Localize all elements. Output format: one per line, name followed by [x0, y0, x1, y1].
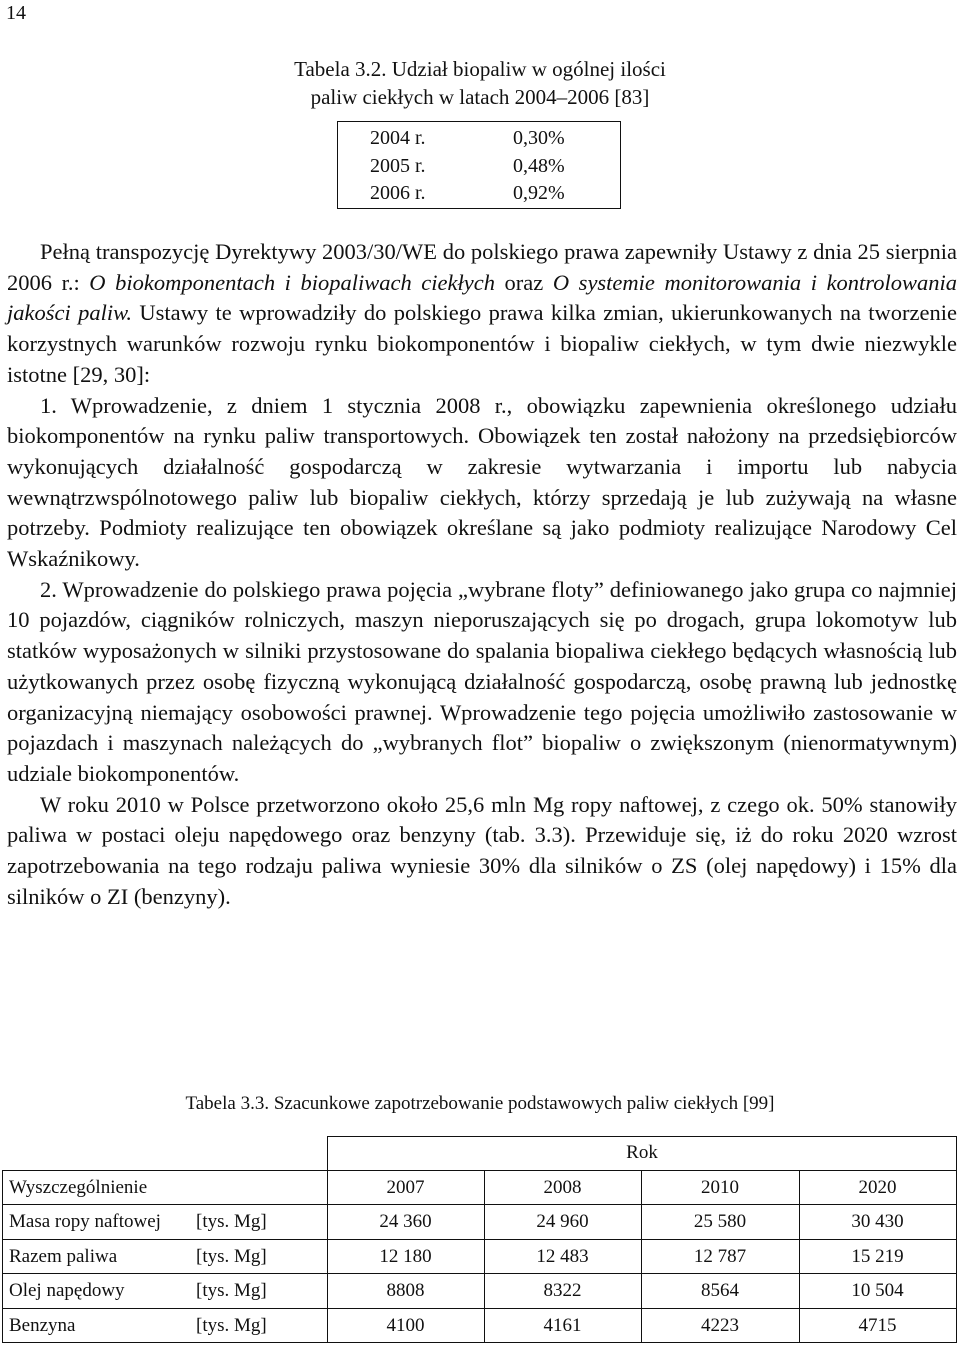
table-cell: 24 960	[536, 1211, 589, 1232]
paragraph-transposition	[7, 237, 957, 391]
table-cell: 4715	[858, 1315, 897, 1336]
table-cell: 12 483	[536, 1246, 589, 1267]
table-border	[2, 1170, 3, 1343]
year-header: 2007	[386, 1177, 425, 1198]
year-header: 2008	[543, 1177, 582, 1198]
row-name: Olej napędowy	[9, 1280, 125, 1301]
page-number: 14	[6, 2, 26, 24]
table-cell: 24 360	[379, 1211, 432, 1232]
table-cell: 4223	[701, 1315, 739, 1336]
row-header: Wyszczególnienie	[9, 1177, 148, 1198]
paragraph-point-2: 2. Wprowadzenie do polskiego prawa pojęcia „wybrane floty” definiowanego jako grupa co najmniej 10 pojazdów, ciągników rolniczych, maszyn nieporuszających się po drogach, grupa lokomotyw lub statków wyposażonych w silniki przystosowane do spalania biopaliwa ciekłego będących własnością lub użytkowanych przez osobę fizyczną wykonującą działalność gospodarczą, osobę prawną lub jednostkę organizacyjną niemający osobowości prawnej. Wprowadzenie tego pojęcia umożliwiło zastosowanie w pojazdach i maszynach należących do „wybranych flot” biopaliw o zwiększonym (nienormatywnym) udziale biokomponentów.	[7, 576, 957, 786]
table-cell: 30 430	[851, 1211, 904, 1232]
text-run: Pełną transpozycję Dyrektywy 2003/30/WE do polskiego prawa zapewniły Ustawy z dnia 25 sierpnia 2006 r.:	[7, 239, 957, 295]
value-cell: 0,30%	[513, 127, 565, 149]
row-unit: [tys. Mg]	[196, 1211, 267, 1232]
year-header: 2020	[858, 1177, 897, 1198]
year-cell: 2006 r.	[370, 182, 426, 204]
row-unit: [tys. Mg]	[196, 1315, 267, 1336]
table-cell: 25 580	[693, 1211, 747, 1232]
table-3-2	[337, 121, 621, 209]
year-header: 2010	[701, 1177, 739, 1198]
act-title: O systemie monitorowania i kontrolowania jakości paliw.	[7, 269, 957, 326]
table-row	[338, 152, 620, 180]
text-run: oraz	[494, 269, 553, 295]
paragraph-point-1: 1. Wprowadzenie, z dniem 1 stycznia 2008 r., obowiązku zapewnienia określonego udziału biokomponentów na rynku paliw transportowych. Obowiązek ten został nałożony na przedsiębiorców wykonujących działalność gospodarczą w zakresie wytwarzania i importu lub nabycia wewnątrzwspólnotowego paliw lub biopaliw ciekłych, którzy sprzedają je lub zużywają na własne potrzeby. Podmioty realizujące ten obowiązek określane są jako podmioty realizujące Narodowy Cel Wskaźnikowy.	[7, 392, 957, 572]
value-cell: 0,92%	[513, 182, 565, 204]
value-cell: 0,48%	[513, 155, 565, 177]
table-cell: 4161	[543, 1315, 582, 1336]
body-text	[7, 237, 957, 912]
table-cell: 4100	[386, 1315, 425, 1336]
row-name: Masa ropy naftowej	[9, 1211, 161, 1232]
table-3-2-caption	[0, 55, 960, 111]
table-3-3	[2, 1136, 957, 1343]
row-unit: [tys. Mg]	[196, 1246, 267, 1267]
caption-line-2: paliw ciekłych w latach 2004–2006 [83]	[310, 85, 650, 109]
table-cell: 15 219	[851, 1246, 904, 1267]
table-cell: 12 787	[693, 1246, 747, 1267]
row-unit: [tys. Mg]	[196, 1280, 267, 1301]
table-cell: 8564	[701, 1280, 739, 1301]
row-name: Benzyna	[9, 1315, 76, 1336]
year-cell: 2004 r.	[370, 127, 426, 149]
table-cell: 8808	[386, 1280, 425, 1301]
row-name: Razem paliwa	[9, 1246, 118, 1267]
group-header: Rok	[626, 1142, 658, 1163]
table-cell: 12 180	[379, 1246, 432, 1267]
paragraph-2010: W roku 2010 w Polsce przetworzono około 25,6 mln Mg ropy naftowej, z czego ok. 50% stanowiły paliwa w postaci oleju napędowego oraz benzyny (tab. 3.3). Przewiduje się, iż do roku 2020 wzrost zapotrzebowania na tego rodzaju paliwa wyniesie 30% dla silników o ZS (olej napędowy) i 15% dla silników o ZI (benzyny).	[7, 791, 957, 909]
text-run: Ustawy te wprowadziły do polskiego prawa kilka zmian, ukierunkowanych na tworzenie korzystnych warunków rozwoju rynku biokomponentów i biopaliw ciekłych, w tym dwie niezwykle istotne [29, 30]:	[7, 300, 957, 387]
year-cell: 2005 r.	[370, 155, 426, 177]
table-3-3-caption: Tabela 3.3. Szacunkowe zapotrzebowanie podstawowych paliw ciekłych [99]	[185, 1093, 775, 1114]
table-row	[338, 124, 620, 152]
table-cell: 10 504	[851, 1280, 904, 1301]
caption-line-1: Tabela 3.2. Udział biopaliw w ogólnej ilości	[294, 57, 666, 81]
act-title: O biokomponentach i biopaliwach ciekłych	[89, 269, 495, 295]
table-cell: 8322	[543, 1280, 582, 1301]
table-row	[338, 179, 620, 207]
